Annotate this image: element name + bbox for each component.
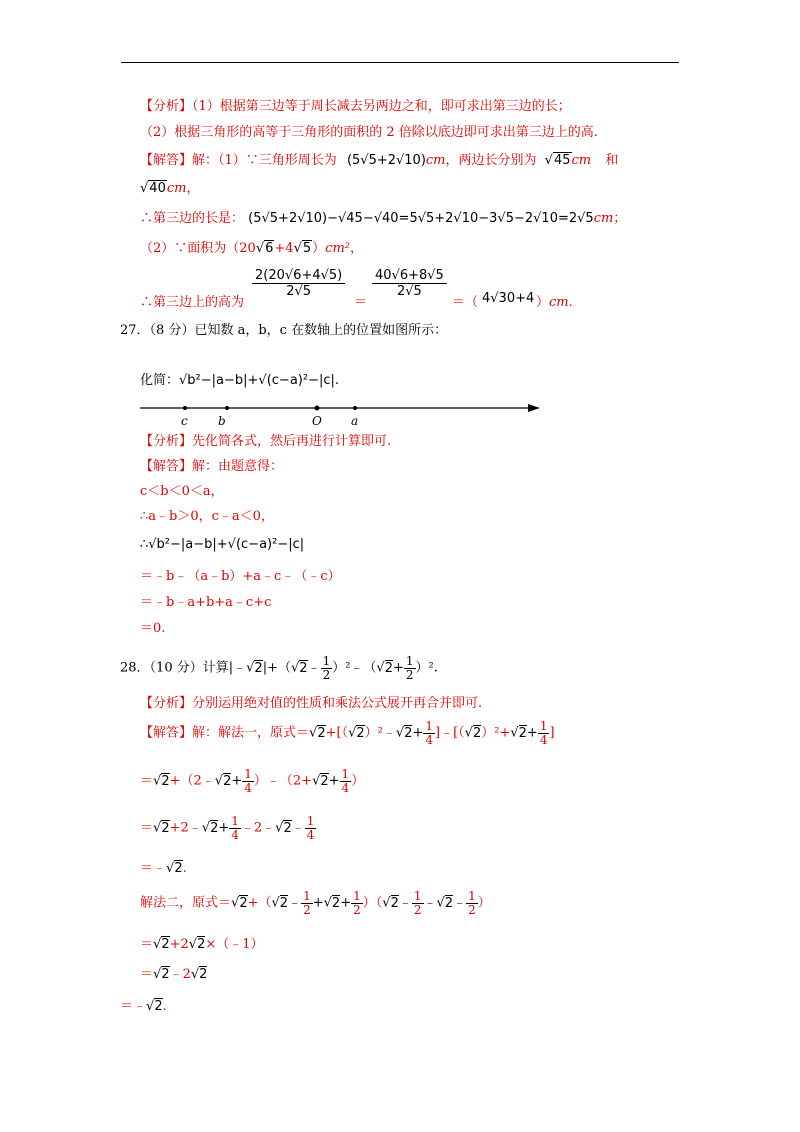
q26-answer-line-3: ∴第三边的长是： (5√5+2√10)−√45−√40=5√5+2√10−3√5−2√10=2√5cm； (140, 211, 627, 226)
q28-method1-line2: ＝√2+（2﹣√2+ $\frac{1}{4}$ ）﹣（2+√2+ $\frac{1}{4}$ ） (140, 767, 365, 795)
q26-answer-line-1: 【解答】解：（1）∵三角形周长为 (5√5+2√10)cm，两边长分别为 √45cm 和 (140, 153, 619, 168)
q27-expression: √b²−|a−b|+√(c−a)²−|c| (179, 373, 335, 388)
q28-method1-line4: ＝﹣√2. (140, 861, 187, 876)
q28-method1-line1: 【解答】解：解法一，原式＝√2+[（√2）²﹣√2+ $\frac{1}{4}$ ]﹣[（√2）²+√2+ $\frac{1}{4}$ ] (140, 719, 555, 747)
q28-method2-line3: ＝√2﹣2√2 (140, 967, 208, 982)
number-line (130, 398, 550, 430)
label-b: b (218, 414, 226, 428)
q26-height-line: ∴第三边上的高为 $\frac{2(20√6+4√5)}{2√5}$ ＝ $\frac{40√6+8√5}{2√5}$ ＝（ 4√30+4 ）cm. (140, 268, 573, 310)
q27-line-3: ∴√b²−|a−b|+√(c−a)²−|c| (140, 537, 305, 552)
label-a: a (351, 414, 359, 428)
q27-simplify-line: 化简：√b²−|a−b|+√(c−a)²−|c|. (140, 373, 340, 388)
fraction-1: $\frac{2(20√6+4√5)}{2√5}$ (252, 268, 345, 299)
fraction-2: $\frac{40√6+8√5}{2√5}$ (372, 268, 447, 299)
q26-analysis-2: （2）根据三角形的高等于三角形的面积的 2 倍除以底边即可求出第三边上的高. (140, 125, 598, 140)
number-line-arrow (528, 404, 540, 412)
q27-analysis: 【分析】先化简各式，然后再进行计算即可. (140, 434, 392, 449)
answer-label: 【解答】 (140, 153, 193, 168)
q28-method2-line2: ＝√2+2√2×（﹣1） (140, 937, 264, 952)
q28-analysis: 【分析】分别运用绝对值的性质和乘法公式展开再合并即可. (140, 696, 483, 711)
q27-line-2: ∴a﹣b＞0，c﹣a＜0， (140, 509, 274, 524)
analysis-label: 【分析】 (140, 99, 193, 114)
q28-title: 28．（10 分）计算|﹣√2|+（√2﹣ $\frac{1}{2}$ ）²﹣（√2+ $\frac{1}{2}$ ）². (120, 654, 438, 682)
q27-line-4: ＝﹣b﹣（a﹣b）+a﹣c﹣（﹣c） (140, 569, 341, 584)
q27-answer: 【解答】解：由题意得： (140, 459, 284, 474)
q26-analysis-1: 【分析】（1）根据第三边等于周长减去另两边之和，即可求出第三边的长； (140, 99, 571, 114)
header-rule (121, 62, 679, 63)
q26-answer-line-2: √40cm， (140, 181, 200, 196)
sqrt-45: 45 (553, 153, 571, 168)
label-c: c (181, 414, 188, 428)
q27-title: 27．（8 分）已知数 a，b，c 在数轴上的位置如图所示： (120, 323, 448, 338)
point-c (183, 406, 187, 410)
sqrt-40: 40 (149, 181, 166, 196)
q28-method2-line4: ＝﹣√2. (120, 999, 167, 1014)
third-side-expression: (5√5+2√10)−√45−√40=5√5+2√10−3√5−2√10=2√5 (248, 211, 594, 226)
perimeter-expression: (5√5+2√10) (346, 153, 426, 168)
q28-method1-line3: ＝√2+2﹣√2+ $\frac{1}{4}$ ﹣2﹣√2﹣ $\frac{1}{4}$ (140, 814, 315, 842)
q28-method2-line1: 解法二，原式＝√2+（√2﹣ $\frac{1}{2}$ +√2+ $\frac{1}{2}$ ）（√2﹣ $\frac{1}{2}$ ﹣√2﹣ $\frac{1}{2}$ ） (140, 889, 491, 917)
q27-line-6: ＝0. (140, 621, 166, 636)
label-origin: O (312, 414, 322, 428)
point-a (353, 406, 357, 410)
height-result: 4√30+4 (482, 291, 535, 306)
point-b (225, 406, 229, 410)
point-origin (315, 406, 320, 411)
q27-line-1: c＜b＜0＜a， (140, 484, 224, 499)
q26-answer-line-4: （2）∵面积为（20√6+4√5）cm²， (140, 241, 364, 256)
q27-line-5: ＝﹣b﹣a+b+a﹣c+c (140, 595, 272, 610)
